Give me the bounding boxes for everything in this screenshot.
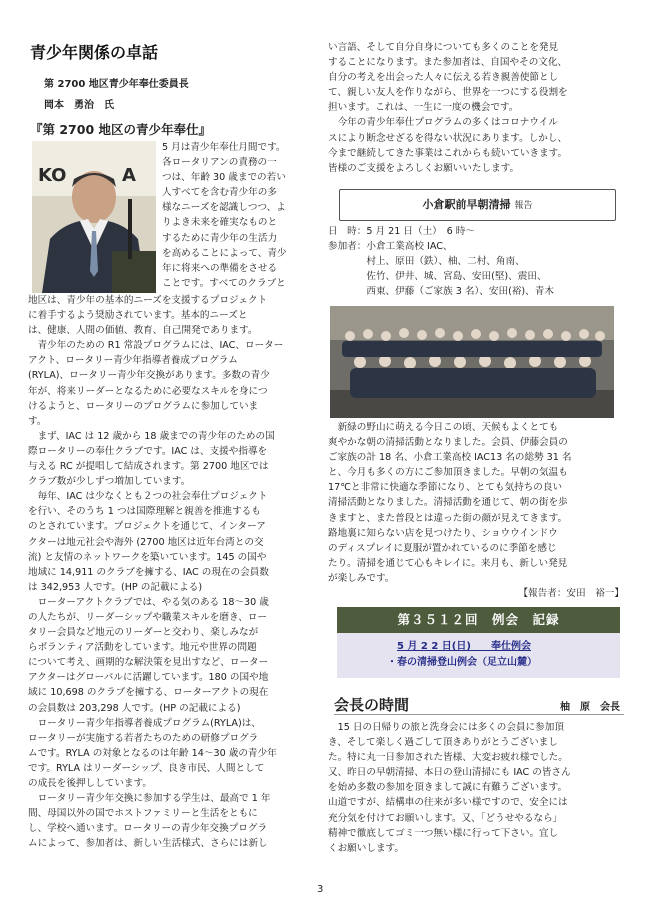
participant-line: 佐竹、伊井、城、宮島、安田(堅)、震田、 (328, 271, 547, 283)
president-author: 柚 原 会長 (560, 702, 620, 713)
body-line: 間、母国以外の国でホストファミリーと生活をともに (28, 808, 258, 820)
body-line: することになります。また参加者は、自国やその文化、 (328, 57, 568, 69)
body-line: らボランティア活動をしています。地元や世界の問題 (28, 642, 257, 654)
body-line: タリー会員など地元のリーダーと交わり、楽しみなが (28, 627, 259, 639)
cleanup-details (328, 224, 624, 299)
body-line: ローターアクトクラブでは、やる気のある 18～30 歳 (28, 596, 269, 608)
body-line: に着手するよう奨励されています。基本的ニーズと (28, 310, 248, 322)
body-line: 与える RC が提唱して結成されます。第 2700 地区では (28, 461, 269, 473)
body-line: クラブ数が少しずつ増加しています。 (28, 476, 191, 488)
wrap-line: ことです。すべてのクラブと (162, 277, 286, 289)
body-line: 域に 10,698 のクラブを擁する、ローターアクトの現在 (28, 687, 269, 699)
cleanup-banner (339, 189, 616, 221)
body-line: 年が、将来リーダーとなるために必要なスキルを身につ (28, 385, 268, 397)
cleanup-date: 日 時：5 月 21 日（土） 6 時～ (328, 226, 475, 237)
wrap-line: 5 月は青少年奉仕月間です。 (162, 142, 286, 153)
committee-title: 第 2700 地区青少年奉仕委員長 (44, 79, 189, 90)
president-line: た。特に丸一日参加された皆様、大変お疲れ様でした。 (328, 752, 568, 764)
wrap-line: 年に将来への準備をさせる (162, 262, 278, 274)
speaker-photo (32, 141, 156, 293)
wrap-text (162, 140, 312, 291)
body-line: 担います。これは、一生に一度の機会です。 (328, 102, 519, 114)
article-continuation (328, 40, 624, 176)
president-line: 又、昨日の早朝清掃、本日の登山清掃にも IAC の皆さん (328, 767, 571, 779)
body-line: て、親しい友人を作りながら、世界を一つにする役割を (328, 87, 568, 99)
body-line: ロータリーが実施する若者たちのための研修プログラ (28, 732, 259, 744)
body-line: ロータリー青少年指導者養成プログラム(RYLA)は、 (28, 717, 261, 729)
wrap-line: 人すべてを含む青少年の多 (162, 187, 277, 199)
page-number: 3 (317, 884, 324, 895)
body-line: クターは地元社会や海外 (2700 地区は近年台湾との交 (28, 536, 264, 548)
report-line: が楽しみです。 (328, 572, 395, 584)
president-header (334, 694, 624, 715)
participant-line: 西東、伊藤（ご家族 3 名）、安田(裕)、青木 (328, 286, 554, 298)
body-line: の成長を後押ししています。 (28, 778, 152, 789)
body-line: の人たちが、リーダーシップや職業スキルを磨き、ロー (28, 611, 267, 623)
body-line: アクト、ロータリー青少年指導者養成プログラム (28, 355, 238, 367)
body-line: 青少年のための R1 常設プログラムには、IAC、ローター (28, 340, 284, 352)
wrap-line: 各ロータリアンの責務の一 (162, 157, 277, 169)
body-line: す。 (28, 415, 47, 427)
body-line: 今年の青少年奉仕プログラムの多くはコロナウイル (328, 117, 558, 129)
president-line: 15 日の日帰りの旅と洗身会には多くの会員に参加頂 (328, 722, 564, 733)
president-line: を始め多数の参加を頂きまして誠に有難うございます。 (328, 782, 568, 794)
body-line: の会員数は 203,298 人です。(HP の記載による) (28, 702, 241, 714)
group-photo (330, 306, 614, 418)
body-line: けるようと、ロータリーのプログラムに参加していま (28, 400, 259, 412)
body-line: まず、IAC は 12 歳から 18 歳までの青少年のための国 (28, 430, 275, 442)
body-line: のとされています。プロジェクトを通じて、インターア (28, 521, 266, 533)
report-line: と、今月も多くの方にご参加頂きました。早朝の気温も (328, 467, 568, 479)
meeting-item: ・春の清掃登山例会（足立山麓） (387, 657, 537, 668)
president-line: くお願いします。 (328, 842, 404, 854)
body-line: 毎年、IAC は少なくとも２つの社会奉仕プロジェクト (28, 491, 268, 503)
wrap-line: つは、年齢 30 歳までの若い (162, 172, 286, 184)
svg-text:KO: KO (38, 165, 67, 186)
president-text (328, 720, 624, 856)
body-line: です。RYLA はリーダーシップ、良き市民、人間として (28, 762, 265, 774)
body-line: 際ロータリーの奉仕クラブです。IAC は、支援や指導を (28, 445, 268, 457)
participant-line: 村上、原田（鉄）、柚、二村、角南、 (328, 256, 525, 268)
wrap-line: を高めることによって、青少 (162, 247, 287, 259)
body-line: を行い、そのうち 1 つは国際理解と親善を推進するも (28, 506, 261, 518)
body-line: い言語、そして自分自身についても多くのことを発見 (328, 42, 559, 53)
report-line: のディスプレイに夏服が置かれているのに季節を感じ (328, 542, 557, 554)
president-line: 山道ですが、結構車の往来が多い様ですので、安全には (328, 797, 568, 809)
report-line: きますと、また普段とは違った街の顔が見えてきます。 (328, 512, 568, 524)
body-line: アクターはグローバルに活躍しています。180 の国や地 (28, 672, 269, 684)
body-line: し、学校へ通います。ロータリーの青少年交換プログラ (28, 823, 268, 835)
cleanup-tag: 報告 (514, 201, 533, 211)
body-line: は 342,953 人です。(HP の記載による) (28, 581, 203, 593)
body-line: 流) と友情のネットワークを築いています。145 の国や (28, 551, 267, 563)
meeting-date: 5 月 2 2 日(日) 奉仕例会 (397, 641, 531, 652)
speaker-name: 岡本 勇治 氏 (44, 100, 114, 111)
wrap-line: 様なニーズを認識しつつ、よ (162, 202, 286, 214)
meeting-box (337, 633, 620, 678)
participant-line: 参加者：小倉工業高校 IAC、 (328, 241, 453, 253)
body-line: スにより断念せざるを得ない状況にあります。しかし、 (328, 132, 568, 144)
article-title: 青少年関係の卓話 (30, 43, 159, 62)
report-line: 17℃と非常に快適な季節になり、とても気持ちの良い (328, 482, 563, 494)
president-line: 精神で徹底してゴミ一つ無い様に行って下さい。宜し (328, 827, 559, 839)
cleanup-report (328, 420, 624, 601)
article-heading: 『第 2700 地区の青少年奉仕』 (30, 122, 211, 137)
president-line: 充分気を付けてお願いします。又、「どうせやるなら」 (328, 812, 563, 824)
report-line: 新緑の野山に萌える今日この頃、天候もよくとても (328, 422, 559, 433)
body-line: ムです。RYLA の対象となるのは年齢 14～30 歳の青少年 (28, 747, 277, 759)
body-line: は、健康、人間の価値、教育、自己開発であります。 (28, 325, 258, 337)
report-line: ご家族の計 18 名、小倉工業高校 IAC13 名の総勢 31 名 (328, 452, 572, 464)
meeting-header: 第３５１２回 例会 記録 (337, 607, 620, 633)
report-line: たり。清掃を通じて心もキレイに。来月も、新しい発見 (328, 557, 568, 569)
body-line: 今まで継続してきた事業はこれからも続いていきます。 (328, 147, 568, 159)
report-line: 路地裏に知らない店を見つけたり、ショウウインドウ (328, 527, 558, 539)
body-line: 自分の考えを出会った人々に伝える若き親善使節とし (328, 72, 559, 84)
body-line: について考え、画期的な解決策を見出すなど、ローター (28, 657, 269, 669)
article-body (28, 293, 312, 851)
body-line: (RYLA)、ロータリー青少年交換があります。多数の青少 (28, 370, 270, 382)
body-line: ロータリー青少年交換に参加する学生は、最高で 1 年 (28, 793, 271, 805)
body-line: 地区は、青少年の基本的ニーズを支援するプロジェクト (28, 295, 268, 306)
body-line: 地域に 14,911 のクラブを擁する、IAC の現在の会員数 (28, 566, 269, 578)
cleanup-title: 小倉駅前早朝清掃 (422, 198, 511, 211)
report-line: 爽やかな朝の清掃活動となりました。会員、伊藤会員の (328, 437, 568, 449)
report-line: 清掃活動となりました。清掃活動を通じて、朝の街を歩 (328, 497, 568, 509)
body-line: ムによって、参加者は、新しい生活様式、さらには新し (28, 838, 268, 850)
president-line: き、そして楽しく過ごして頂きありがとうございまし (328, 737, 558, 749)
wrap-line: りよき未来を確実なものと (162, 217, 278, 229)
body-line: 皆様のご支援をよろしくお願いいたします。 (328, 162, 520, 174)
svg-text:A: A (122, 165, 136, 186)
president-title: 会長の時間 (334, 696, 410, 714)
wrap-line: するために青少年の生活力 (162, 232, 278, 244)
reporter: 【報告者：安田 裕一】 (518, 588, 624, 600)
